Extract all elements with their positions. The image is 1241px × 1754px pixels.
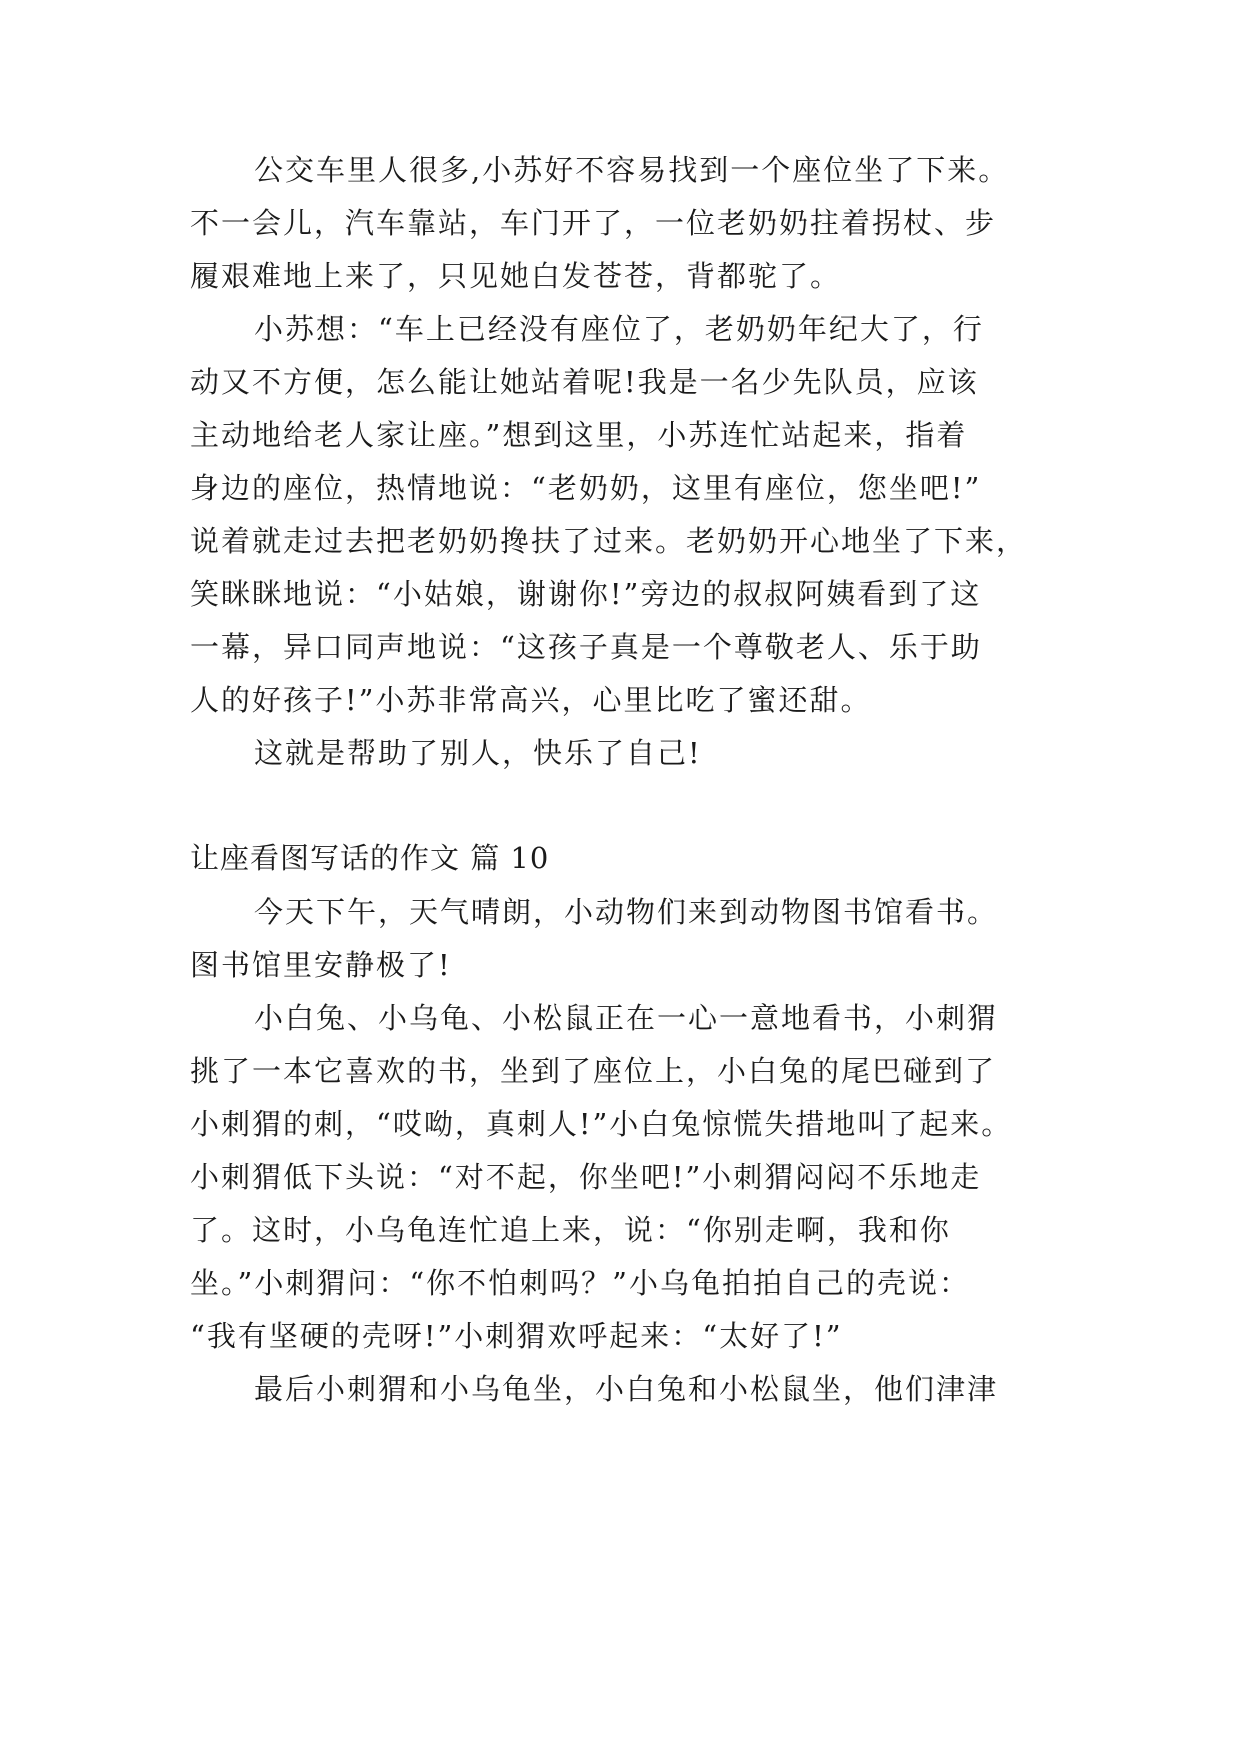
paragraph-5-line-3: 小刺猬的刺，“哎呦，真刺人!”小白兔惊慌失措地叫了起来。 [190, 1107, 1013, 1141]
paragraph-2-line-8: 人的好孩子!”小苏非常高兴，心里比吃了蜜还甜。 [190, 683, 872, 717]
paragraph-2-line-1: 小苏想：“车上已经没有座位了，老奶奶年纪大了，行 [254, 312, 984, 346]
paragraph-3-line-1: 这就是帮助了别人，快乐了自己! [254, 736, 702, 770]
paragraph-5-line-6: 坐。”小刺猬问：“你不怕刺吗？”小乌龟拍拍自己的壳说： [190, 1266, 970, 1300]
section-heading: 让座看图写话的作文 篇 10 [190, 841, 550, 875]
paragraph-5-line-5: 了。这时，小乌龟连忙追上来，说：“你别走啊，我和你 [190, 1213, 951, 1247]
paragraph-5-line-1: 小白兔、小乌龟、小松鼠正在一心一意地看书，小刺猬 [254, 1001, 999, 1035]
paragraph-1-line-3: 履艰难地上来了，只见她白发苍苍，背都驼了。 [190, 259, 842, 293]
paragraph-1-line-1: 公交车里人很多,小苏好不容易找到一个座位坐了下来。 [254, 153, 1010, 187]
paragraph-2-line-5: 说着就走过去把老奶奶搀扶了过来。老奶奶开心地坐了下来， [190, 524, 1028, 558]
paragraph-2-line-3: 主动地给老人家让座。”想到这里，小苏连忙站起来，指着 [190, 418, 968, 452]
paragraph-1-line-2: 不一会儿，汽车靠站，车门开了，一位老奶奶拄着拐杖、步 [190, 206, 997, 240]
paragraph-5-line-2: 挑了一本它喜欢的书，坐到了座位上，小白兔的尾巴碰到了 [190, 1054, 997, 1088]
paragraph-4-line-1: 今天下午，天气晴朗，小动物们来到动物图书馆看书。 [254, 895, 999, 929]
paragraph-4-line-2: 图书馆里安静极了! [190, 948, 452, 982]
paragraph-2-line-2: 动又不方便，怎么能让她站着呢!我是一名少先队员，应该 [190, 365, 979, 399]
paragraph-2-line-6: 笑眯眯地说：“小姑娘，谢谢你!”旁边的叔叔阿姨看到了这 [190, 577, 982, 611]
paragraph-6-line-1: 最后小刺猬和小乌龟坐，小白兔和小松鼠坐，他们津津 [254, 1372, 999, 1406]
paragraph-2-line-4: 身边的座位，热情地说：“老奶奶，这里有座位，您坐吧!” [190, 471, 982, 505]
paragraph-2-line-7: 一幕，异口同声地说：“这孩子真是一个尊敬老人、乐于助 [190, 630, 982, 664]
paragraph-5-line-4: 小刺猬低下头说：“对不起，你坐吧!”小刺猬闷闷不乐地走 [190, 1160, 982, 1194]
paragraph-5-line-7: “我有坚硬的壳呀!”小刺猬欢呼起来：“太好了!” [190, 1319, 843, 1353]
